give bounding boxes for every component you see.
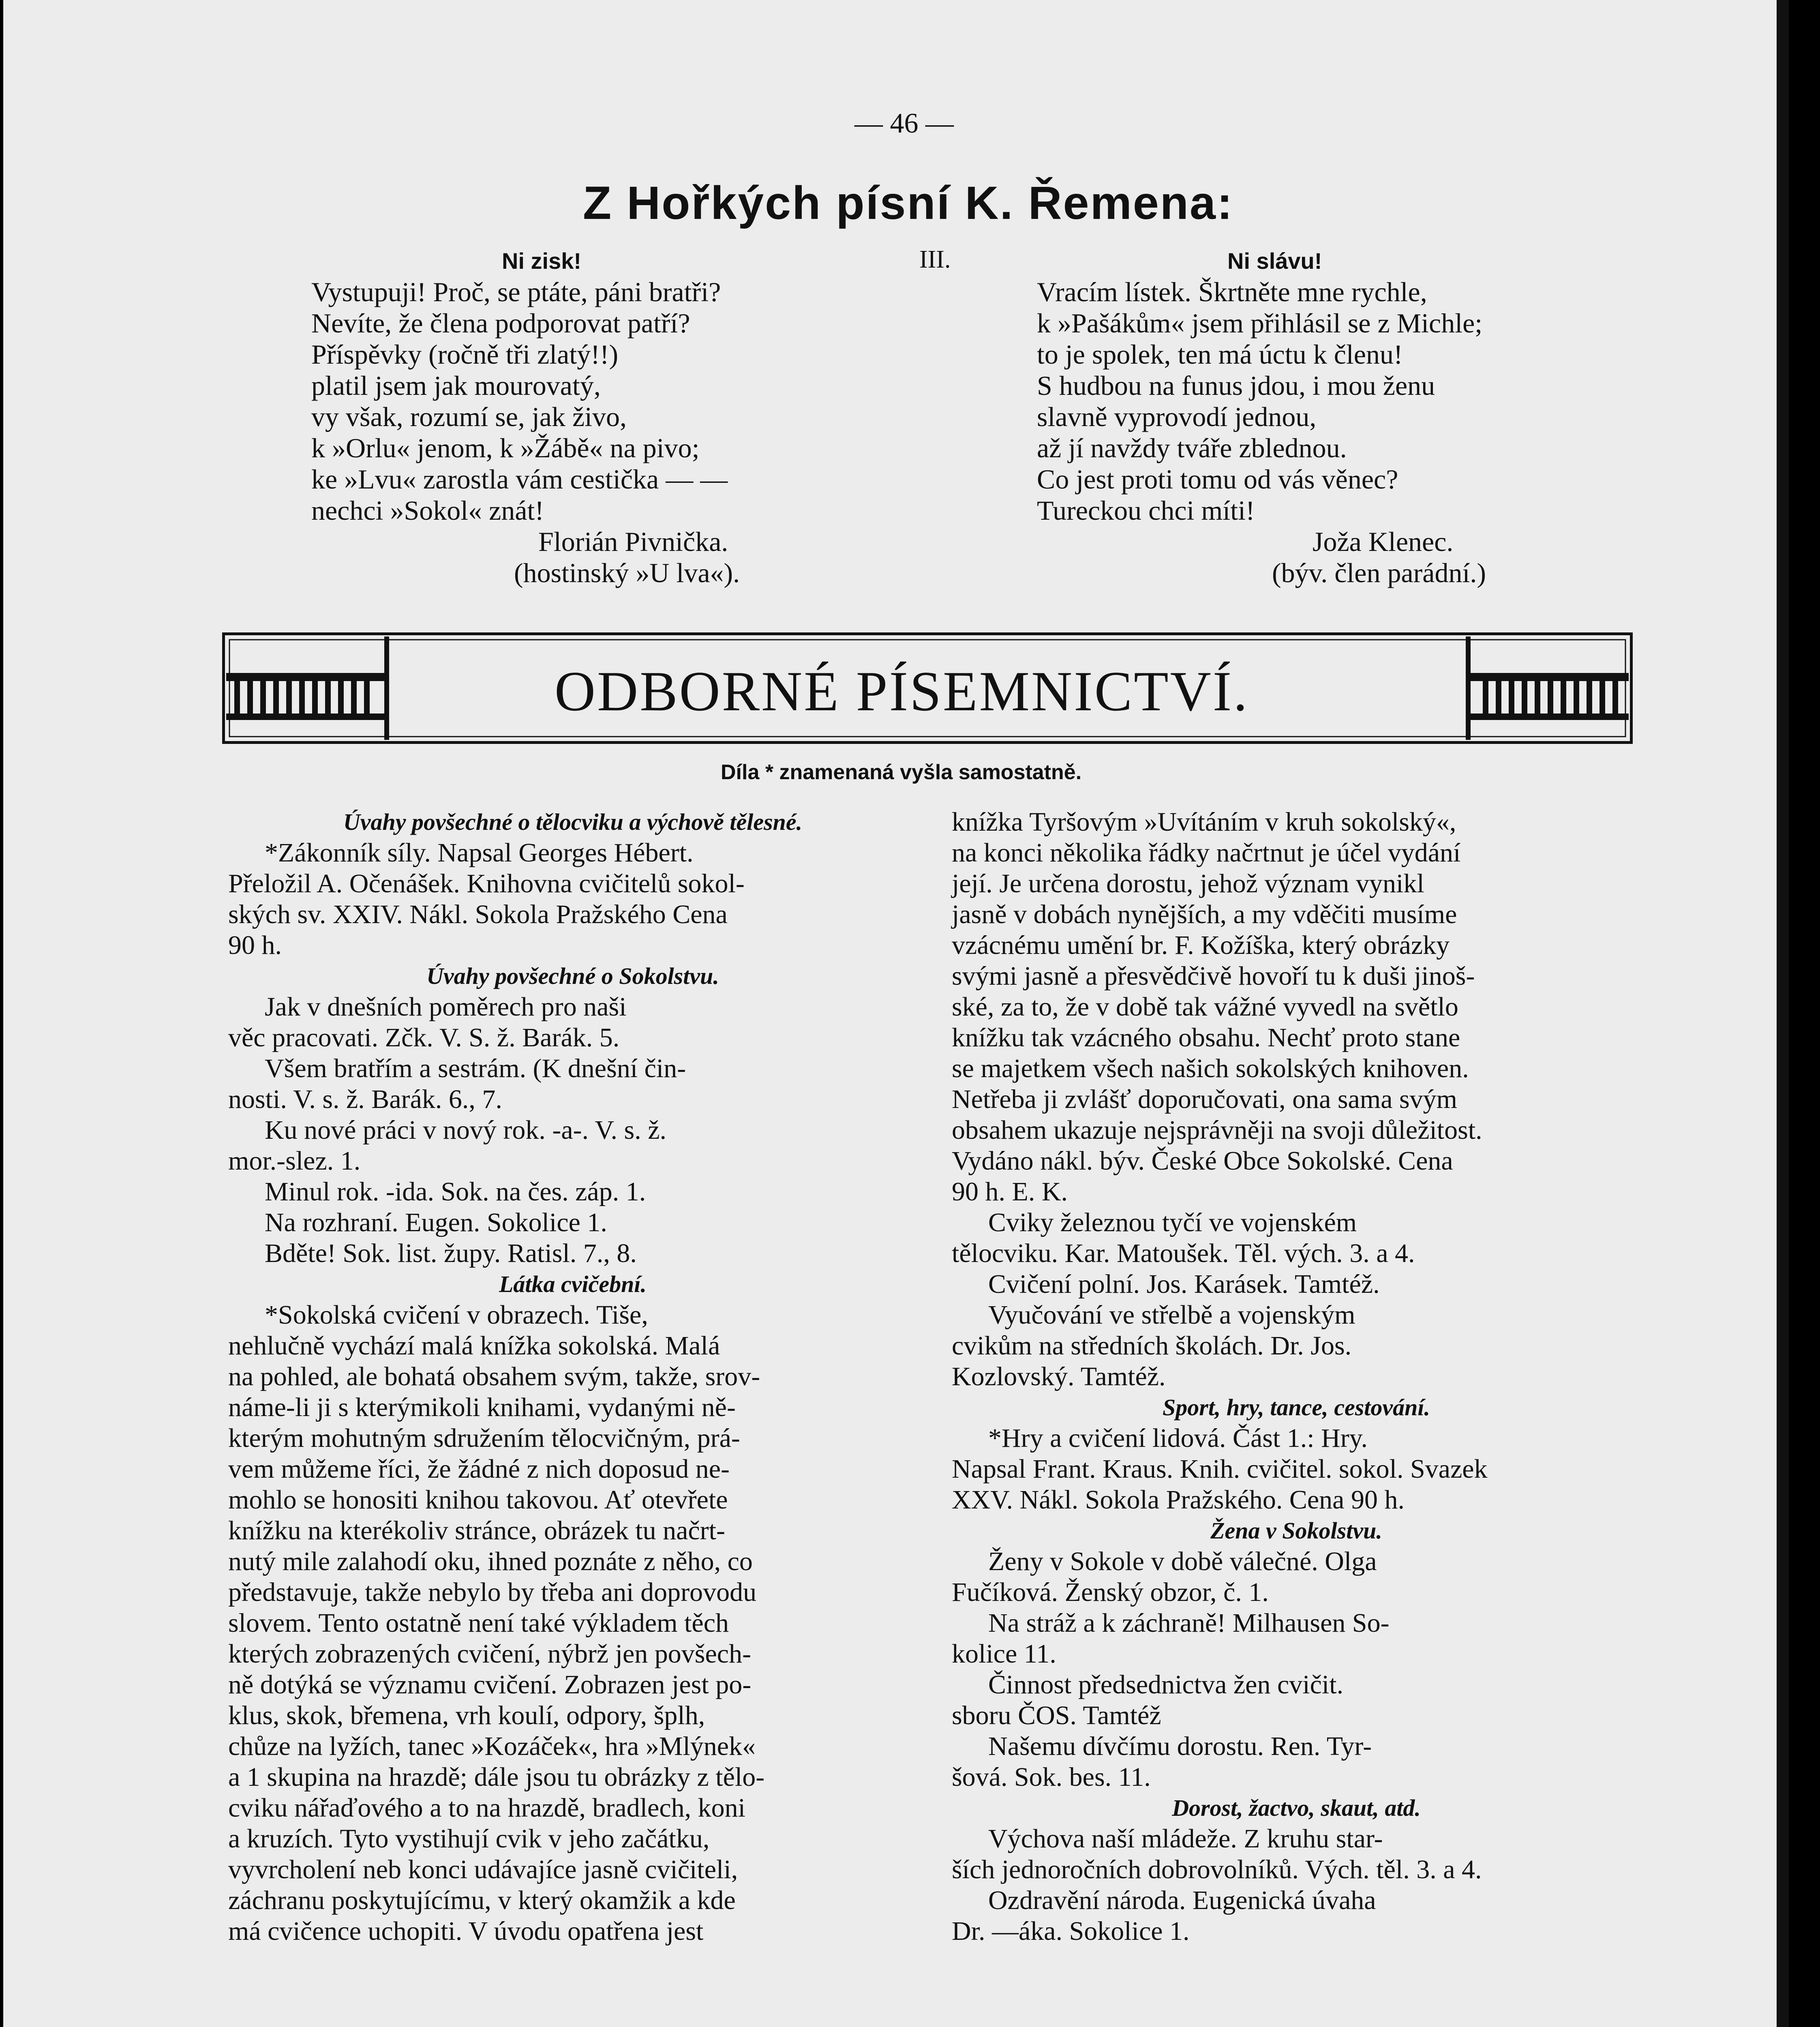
text-line: cvikům na středních školách. Dr. Jos.	[952, 1331, 1352, 1361]
poem-line: Co jest proti tomu od vás věnec?	[1037, 464, 1398, 495]
text-line: nutý mile zalahodí oku, ihned poznáte z něho, co	[228, 1547, 753, 1576]
text-line: obsahem ukazuje nejsprávněji na svoji důležitost.	[952, 1115, 1482, 1145]
text-line: šová. Sok. bes. 11.	[952, 1762, 1151, 1792]
text-line: knížku tak vzácného obsahu. Nechť proto stane	[952, 1023, 1460, 1052]
banner-ornament-left	[226, 636, 389, 740]
text-line: cviku nářaďového a to na hrazdě, bradlech, koni	[228, 1793, 745, 1823]
section-heading: Úvahy povšechné o tělocviku a výchově tělesné.	[343, 809, 803, 835]
poem-line: platil jsem jak mourovatý,	[311, 370, 601, 401]
text-line: na pohled, ale bohatá obsahem svým, takže, srov-	[228, 1362, 760, 1391]
poem-heading: Ni slávu!	[1227, 248, 1322, 274]
section-heading: Látka cvičební.	[499, 1271, 647, 1297]
poem-line: S hudbou na funus jdou, i mou ženu	[1037, 370, 1435, 401]
text-line: Dr. —áka. Sokolice 1.	[952, 1916, 1190, 1946]
poem-line: slavně vyprovodí jednou,	[1037, 401, 1317, 432]
text-line: jasně v dobách nynějších, a my vděčiti musíme	[952, 900, 1457, 929]
text-line: kterým mohutným sdružením tělocvičným, prá-	[228, 1423, 740, 1453]
poem-line: Vystupuji! Proč, se ptáte, páni bratři?	[311, 276, 721, 307]
text-line: 90 h. E. K.	[952, 1177, 1068, 1206]
text-line: mohlo se honositi knihou takovou. Ať otevřete	[228, 1485, 728, 1515]
text-line: Ženy v Sokole v době válečné. Olga	[988, 1547, 1377, 1576]
text-line: nehlučně vychází malá knížka sokolská. Malá	[228, 1331, 720, 1361]
text-line: kterých zobrazených cvičení, nýbrž jen povšech-	[228, 1639, 752, 1669]
poem-signature: Florián Pivnička.	[538, 526, 728, 557]
poem-heading: Ni zisk!	[502, 248, 582, 274]
text-line: Vydáno nákl. býv. České Obce Sokolské. Cena	[952, 1146, 1453, 1176]
text-line: klus, skok, břemena, vrh koulí, odpory, šplh,	[228, 1701, 705, 1730]
text-line: ších jednoročních dobrovolníků. Vých. těl. 3. a 4.	[952, 1855, 1482, 1884]
text-line: Napsal Frant. Kraus. Knih. cvičitel. sokol. Svazek	[952, 1454, 1488, 1484]
text-line: Minul rok. -ida. Sok. na čes. záp. 1.	[265, 1177, 646, 1206]
section-heading: Dorost, žactvo, skaut, atd.	[1172, 1795, 1421, 1821]
poem-left	[311, 245, 740, 589]
left-column	[228, 807, 917, 1947]
text-line: *Hry a cvičení lidová. Část 1.: Hry.	[988, 1423, 1368, 1453]
text-line: Kozlovský. Tamtéž.	[952, 1362, 1166, 1391]
text-line: vzácnému umění br. F. Kožíška, který obrázky	[952, 930, 1450, 960]
page-number: — 46 —	[854, 108, 954, 139]
text-line: Ozdravění národa. Eugenická úvaha	[988, 1886, 1376, 1915]
text-line: Netřeba ji zvlášť doporučovati, ona sama svým	[952, 1084, 1458, 1114]
text-line: tělocviku. Kar. Matoušek. Těl. vých. 3. a 4.	[952, 1238, 1415, 1268]
text-line: Jak v dnešních poměrech pro naši	[265, 992, 627, 1022]
text-line: *Sokolská cvičení v obrazech. Tiše,	[265, 1300, 648, 1330]
poem-signature: Joža Klenec.	[1313, 526, 1454, 557]
text-line: Na stráž a k záchraně! Milhausen So-	[988, 1608, 1390, 1638]
text-line: věc pracovati. Zčk. V. S. ž. Barák. 5.	[228, 1023, 620, 1052]
section-note: Díla * znamenaná vyšla samostatně.	[721, 761, 1082, 784]
poem-line: nechci »Sokol« znát!	[311, 495, 544, 526]
section-heading: Úvahy povšechné o Sokolstvu.	[426, 963, 719, 989]
text-line: ně dotýká se významu cvičení. Zobrazen jest po-	[228, 1670, 752, 1699]
poem-line: k »Pašákům« jsem přihlásil se z Michle;	[1037, 308, 1483, 339]
poem-affiliation: (býv. člen parádní.)	[1272, 557, 1486, 588]
poem-line: Tureckou chci míti!	[1037, 495, 1255, 526]
scanned-page	[3, 0, 1789, 2027]
page-edge	[1777, 0, 1789, 2027]
text-line: Našemu dívčímu dorostu. Ren. Tyr-	[988, 1731, 1372, 1761]
section-heading: Sport, hry, tance, cestování.	[1162, 1394, 1430, 1421]
right-column	[952, 807, 1641, 1947]
text-line: Na rozhraní. Eugen. Sokolice 1.	[265, 1208, 607, 1237]
poem-line: Nevíte, že člena podporovat patří?	[311, 308, 690, 339]
text-line: 90 h.	[228, 930, 282, 960]
text-line: svými jasně a přesvědčivě hovoří tu k duši jinoš-	[952, 961, 1475, 991]
text-line: sboru ČOS. Tamtéž	[952, 1701, 1161, 1730]
text-line: představuje, takže nebylo by třeba ani doprovodu	[228, 1577, 757, 1607]
text-line: má cvičence uchopiti. V úvodu opatřena jest	[228, 1916, 704, 1946]
text-line: kolice 11.	[952, 1639, 1056, 1669]
text-line: vem můžeme říci, že žádné z nich doposud ne-	[228, 1454, 730, 1484]
text-line: se majetkem všech našich sokolských knihoven.	[952, 1054, 1469, 1083]
poem-affiliation: (hostinský »U lva«).	[514, 557, 740, 588]
text-line: mor.-slez. 1.	[228, 1146, 361, 1176]
text-line: a 1 skupina na hrazdě; dále jsou tu obrázky z tělo-	[228, 1762, 765, 1792]
text-line: Cvičení polní. Jos. Karásek. Tamtéž.	[988, 1269, 1380, 1299]
text-line: vyvrcholení neb konci udávajíce jasně cvičiteli,	[228, 1855, 738, 1884]
text-line: nosti. V. s. ž. Barák. 6., 7.	[228, 1084, 502, 1114]
poem-line: Vracím lístek. Škrtněte mne rychle,	[1037, 276, 1427, 307]
banner-ornament-right	[1466, 636, 1629, 740]
poem-line: vy však, rozumí se, jak živo,	[311, 401, 627, 432]
poem-line: ke »Lvu« zarostla vám cestička — —	[311, 464, 728, 495]
text-line: Činnost předsednictva žen cvičit.	[988, 1670, 1344, 1699]
poem-line: až jí navždy tváře zblednou.	[1037, 433, 1347, 463]
poem-right	[1037, 245, 1486, 589]
text-line: chůze na lyžích, tanec »Kozáček«, hra »Mlýnek«	[228, 1731, 756, 1761]
text-line: Výchova naší mládeže. Z kruhu star-	[988, 1824, 1383, 1853]
text-line: Fučíková. Ženský obzor, č. 1.	[952, 1577, 1269, 1607]
text-line: náme-li ji s kterýmikoli knihami, vydanými ně-	[228, 1393, 736, 1422]
text-line: XXV. Nákl. Sokola Pražského. Cena 90 h.	[952, 1485, 1405, 1515]
text-line: záchranu poskytujícímu, v který okamžik a kde	[228, 1886, 736, 1915]
poem-line: Příspěvky (ročně tři zlatý!!)	[311, 339, 619, 370]
poem-title: Z Hořkých písní K. Řemena:	[583, 177, 1234, 229]
section-heading: Žena v Sokolstvu.	[1210, 1517, 1382, 1544]
text-line: Bděte! Sok. list. župy. Ratisl. 7., 8.	[265, 1238, 637, 1268]
text-line: Přeložil A. Očenášek. Knihovna cvičitelů sokol-	[228, 869, 745, 898]
text-line: Všem bratřím a sestrám. (K dnešní čin-	[265, 1054, 686, 1083]
poem-number: III.	[919, 246, 951, 273]
text-line: a kruzích. Tyto vystihují cvik v jeho začátku,	[228, 1824, 710, 1853]
text-line: knížku na kterékoliv stránce, obrázek tu načrt-	[228, 1516, 725, 1545]
section-title: ODBORNÉ PÍSEMNICTVÍ.	[555, 660, 1249, 723]
poem-line: to je spolek, ten má úctu k členu!	[1037, 339, 1403, 370]
text-line: slovem. Tento ostatně není také výkladem těch	[228, 1608, 729, 1638]
poem-line: k »Orlu« jenom, k »Žábě« na pivo;	[311, 433, 700, 463]
text-line: knížka Tyršovým »Uvítáním v kruh sokolský«,	[952, 807, 1456, 837]
text-line: ských sv. XXIV. Nákl. Sokola Pražského Cena	[228, 900, 728, 929]
text-line: Cviky železnou tyčí ve vojenském	[988, 1208, 1357, 1237]
text-line: Vyučování ve střelbě a vojenským	[988, 1300, 1355, 1330]
text-line: ské, za to, že v době tak vážné vyvedl na světlo	[952, 992, 1458, 1022]
text-line: Ku nové práci v nový rok. -a-. V. s. ž.	[265, 1115, 667, 1145]
text-line: *Zákonník síly. Napsal Georges Hébert.	[265, 838, 694, 868]
text-line: na konci několika řádky načrtnut je účel vydání	[952, 838, 1461, 868]
text-line: její. Je určena dorostu, jehož význam vynikl	[952, 869, 1424, 898]
